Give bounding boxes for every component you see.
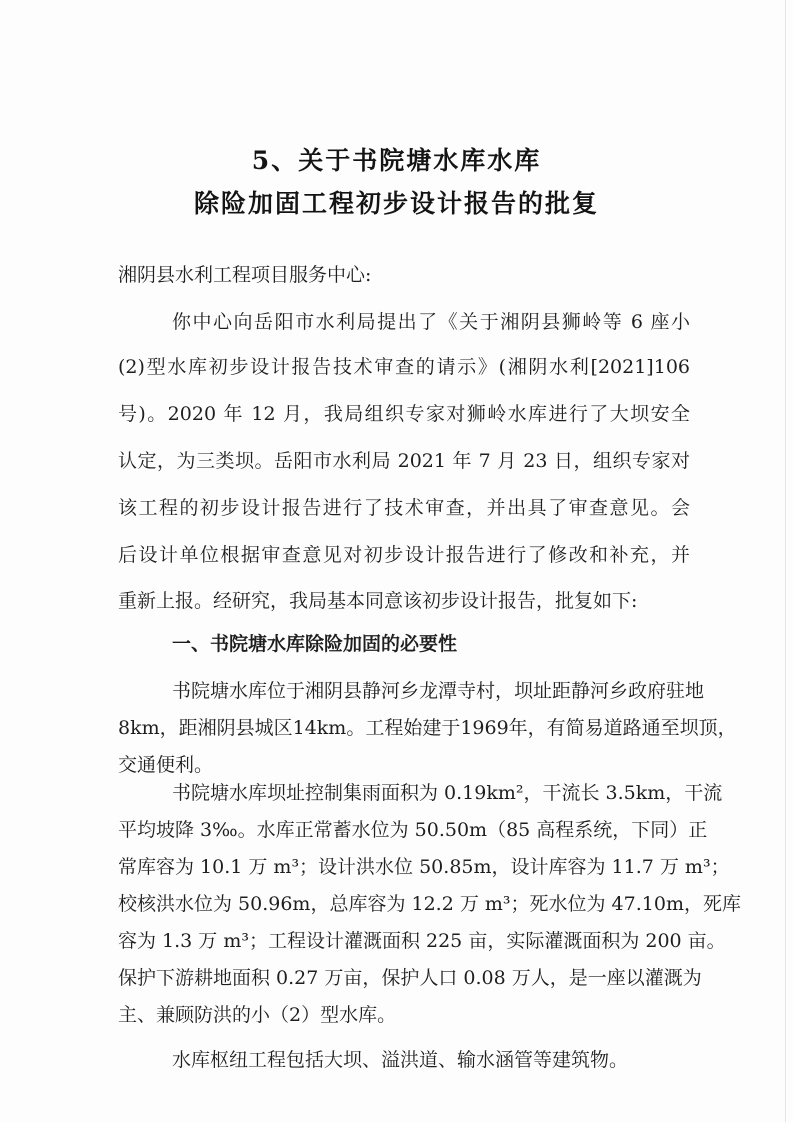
paragraph-3-line: 书院塘水库坝址控制集雨面积为 0.19km²，干流长 3.5km，干流 <box>172 782 723 804</box>
section-1-heading: 一、书院塘水库除险加固的必要性 <box>172 633 458 655</box>
paragraph-1-line: 该工程的初步设计报告进行了技术审查，并出具了审查意见。会 <box>118 497 690 519</box>
paragraph-3-line: 常库容为 10.1 万 m³；设计洪水位 50.85m，设计库容为 11.7 万 m³； <box>118 856 730 878</box>
paragraph-1-line: 号)。2020 年 12 月，我局组织专家对狮岭水库进行了大坝安全 <box>118 403 690 425</box>
paragraph-2-line: 交通便利。 <box>118 754 214 776</box>
document-title-line-2: 除险加固工程初步设计报告的批复 <box>193 189 599 218</box>
page-crease-line <box>785 0 786 1122</box>
paragraph-1-line: 重新上报。经研究，我局基本同意该初步设计报告，批复如下: <box>118 590 638 612</box>
paragraph-3-line: 平均坡降 3‰。水库正常蓄水位为 50.50m（85 高程系统，下同）正 <box>118 819 708 841</box>
salutation: 湘阴县水利工程项目服务中心: <box>118 264 372 286</box>
paragraph-2-line: 书院塘水库位于湘阴县静河乡龙潭寺村，坝址距静河乡政府驻地 <box>172 680 705 702</box>
paragraph-3-line: 容为 1.3 万 m³；工程设计灌溉面积 225 亩，实际灌溉面积为 200 亩。 <box>118 930 726 952</box>
paragraph-3-line: 校核洪水位为 50.96m，总库容为 12.2 万 m³；死水位为 47.10m，死库 <box>118 893 741 915</box>
paragraph-1-line: 后设计单位根据审查意见对初步设计报告进行了修改和补充，并 <box>118 544 690 566</box>
paragraph-1-line: (2)型水库初步设计报告技术审查的请示》(湘阴水利[2021]106 <box>118 356 690 378</box>
paragraph-1-line: 认定，为三类坝。岳阳市水利局 2021 年 7 月 23 日，组织专家对 <box>118 450 690 472</box>
paragraph-4-line: 水库枢纽工程包括大坝、溢洪道、输水涵管等建筑物。 <box>172 1049 629 1071</box>
paragraph-3-line: 保护下游耕地面积 0.27 万亩，保护人口 0.08 万人，是一座以灌溉为 <box>118 967 702 989</box>
document-title-line-1: 5、关于书院塘水库水库 <box>251 146 542 175</box>
paragraph-1-line: 你中心向岳阳市水利局提出了《关于湘阴县狮岭等 6 座小 <box>172 311 690 333</box>
paragraph-2-line: 8km，距湘阴县城区14km。工程始建于1969年，有简易道路通至坝顶， <box>118 717 737 739</box>
paragraph-3-line: 主、兼顾防洪的小（2）型水库。 <box>118 1004 397 1026</box>
